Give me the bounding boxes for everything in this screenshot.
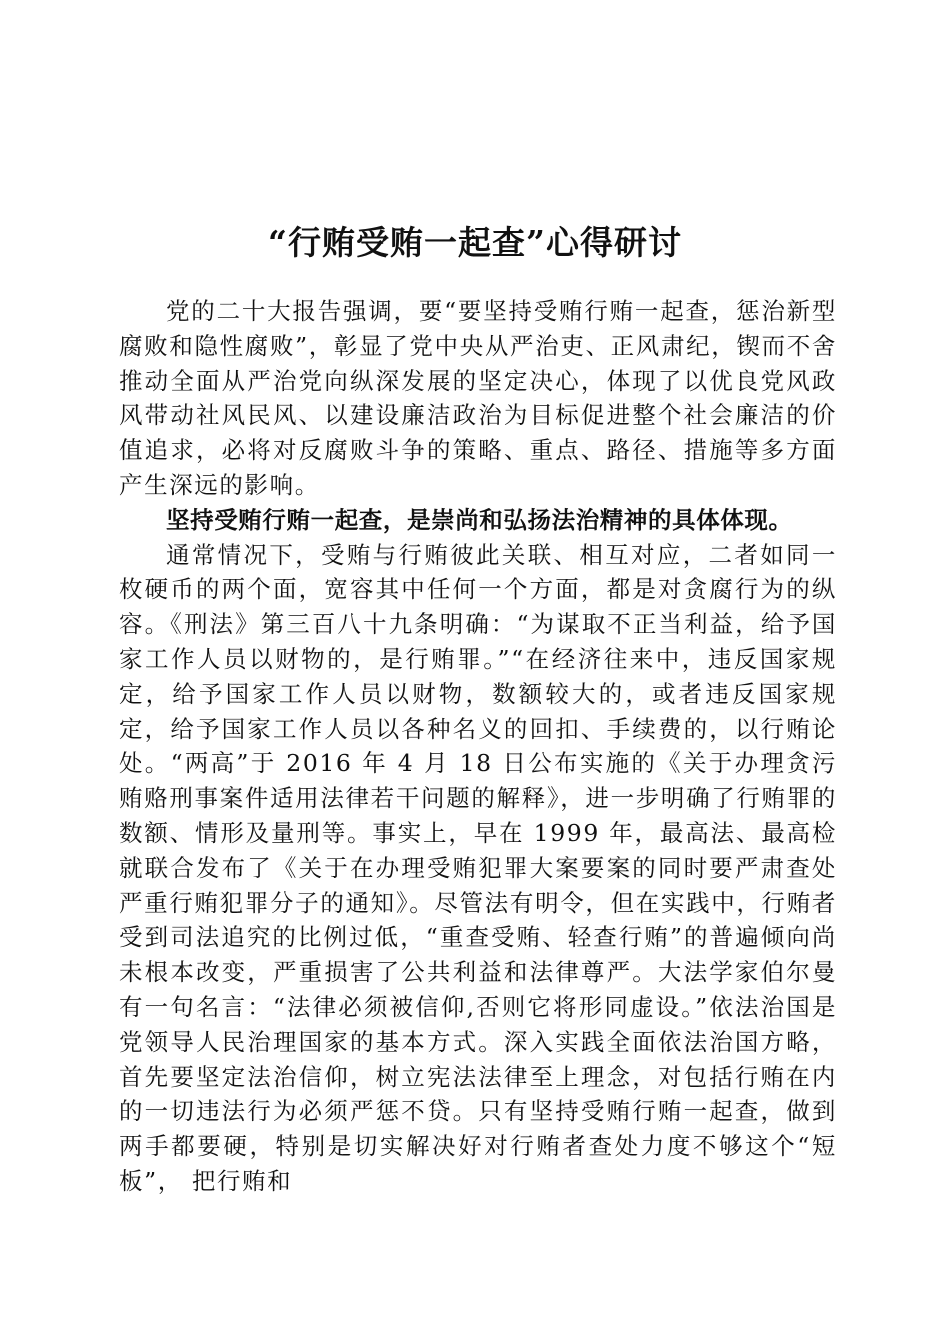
document-title: “行贿受贿一起查”心得研讨 <box>268 223 682 263</box>
paragraph-intro: 党的二十大报告强调，要“要坚持受贿行贿一起查，惩治新型腐败和隐性腐败”，彰显了党中央从严治吏、正风肃纪，锲而不舍推动全面从严治党向纵深发展的坚定决心，体现了以优良党风政风带动社风民风、以建设廉洁政治为目标促进整个社会廉洁的价值追求，必将对反腐败斗争的策略、重点、路径、措施等多方面产生深远的影响。 <box>119 297 837 499</box>
document-body <box>119 294 837 1199</box>
section-heading: 坚持受贿行贿一起查，是崇尚和弘扬法治精神的具体体现。 <box>166 505 793 534</box>
paragraph-law: 通常情况下，受贿与行贿彼此关联、相互对应，二者如同一枚硬币的两个面，宽容其中任何一个方面，都是对贪腐行为的纵容。《刑法》第三百八十九条明确：“为谋取不正当利益，给予国家工作人员以财物的，是行贿罪。”“在经济往来中，违反国家规定，给予国家工作人员以财物，数额较大的，或者违反国家规定，给予国家工作人员以各种名义的回扣、手续费的，以行贿论处。“两高”于 2016 年 4 月 18 日公布实施的《关于办理贪污贿赂刑事案件适用法律若干问题的解释》，进一步明确了行贿罪的数额、情形及量刑等。事实上，早在 1999 年，最高法、最高检就联合发布了《关于在办理受贿犯罪大案要案的同时要严肃查处严重行贿犯罪分子的通知》。尽管法有明令，但在实践中，行贿者受到司法追究的比例过低，“重查受贿、轻查行贿”的普遍倾向尚未根本改变，严重损害了公共利益和法律尊严。大法学家伯尔曼有一句名言：“法律必须被信仰,否则它将形同虚设。”依法治国是党领导人民治理国家的基本方式。深入实践全面依法治国方略，首先要坚定法治信仰，树立宪法法律至上理念，对包括行贿在内的一切违法行为必须严惩不贷。只有坚持受贿行贿一起查，做到两手都要硬，特别是切实解决好对行贿者查处力度不够这个“短板”， 把行贿和 <box>119 540 837 1195</box>
